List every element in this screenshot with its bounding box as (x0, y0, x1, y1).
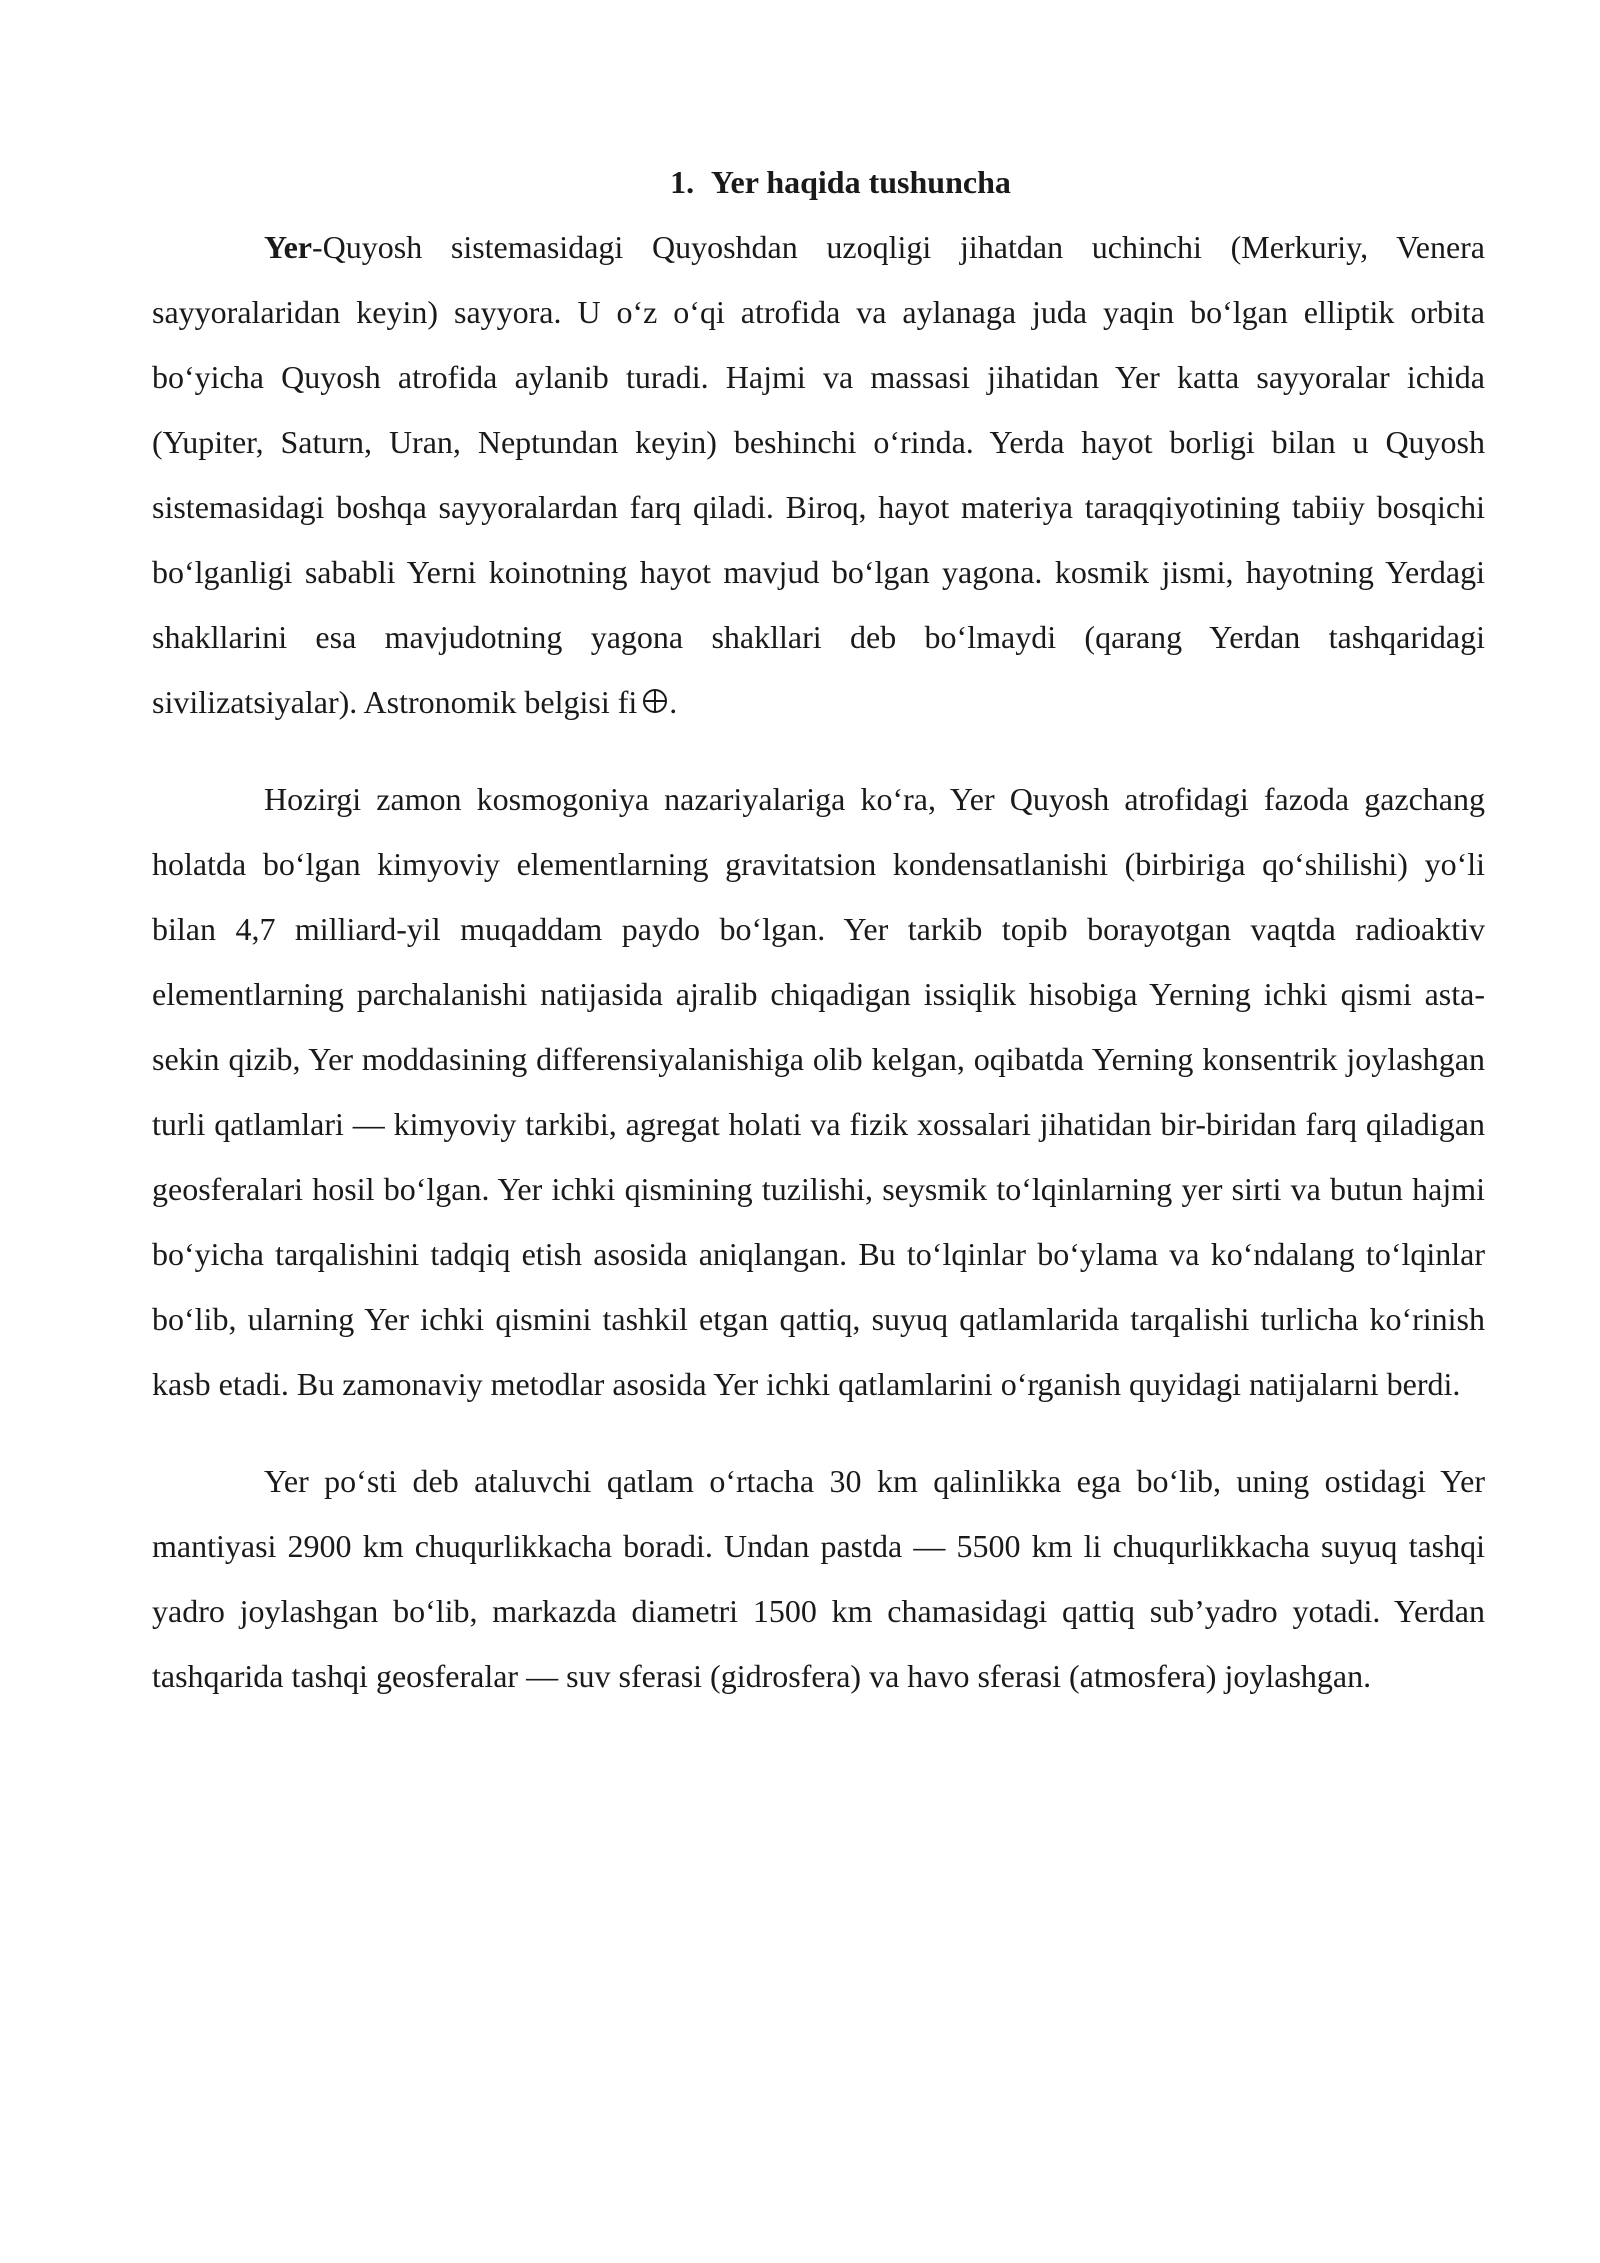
paragraph-definition (152, 215, 1485, 735)
paragraph-definition-end: . (669, 684, 678, 720)
paragraph-origin: Hozirgi zamon kosmogoniya nazariyalariga koʻra, Yer Quyosh atrofidagi fazoda gazchang holatda boʻlgan kimyoviy elementlarning gravitatsion kondensatlanishi (birbiriga qoʻshilishi) yoʻli bilan 4,7 milliard-yil muqaddam paydo boʻlgan. Yer tarkib topib borayotgan vaqtda radioaktiv elementlarning parchalanishi natijasida ajralib chiqadigan issiqlik hisobiga Yerning ichki qismi asta-sekin qizib, Yer moddasining differensiyalanishiga olib kelgan, oqibatda Yerning konsentrik joylashgan turli qatlamlari — kimyoviy tarkibi, agregat holati va fizik xossalari jihatidan bir-biridan farq qiladigan geosferalari hosil boʻlgan. Yer ichki qismining tuzilishi, seysmik toʻlqinlarning yer sirti va butun hajmi boʻyicha tarqalishini tadqiq etish asosida aniqlangan. Bu toʻlqinlar boʻylama va koʻndalang toʻlqinlar boʻlib, ularning Yer ichki qismini tashkil etgan qattiq, suyuq qatlamlarida tarqalishi turlicha koʻrinish kasb etadi. Bu zamonaviy metodlar asosida Yer ichki qatlamlarini oʻrganish quyidagi natijalarni berdi. (152, 781, 1485, 1402)
section-number: 1. (670, 164, 695, 200)
term-yer: Yer (264, 229, 312, 265)
earth-symbol-icon (641, 687, 669, 715)
paragraph-structure: Yer poʻsti deb ataluvchi qatlam oʻrtacha 30 km qalinlikka ega boʻlib, uning ostidagi Yer mantiyasi 2900 km chuqurlikkacha boradi. Undan pastda — 5500 km li chuqurlikkacha suyuq tashqi yadro joylashgan boʻlib, markazda diametri 1500 km chamasidagi qattiq sub’yadro yotadi. Yerdan tashqarida tashqi geosferalar — suv sferasi (gidrosfera) va havo sferasi (atmosfera) joylashgan. (152, 1463, 1485, 1694)
section-heading (152, 150, 1485, 215)
section-title: Yer haqida tushuncha (710, 164, 1011, 200)
paragraph-definition-text: -Quyosh sistemasidagi Quyoshdan uzoqligi jihatdan uchinchi (Merkuriy, Venera sayyoralaridan keyin) sayyora. U oʻz oʻqi atrofida va aylanaga juda yaqin boʻlgan elliptik orbita boʻyicha Quyosh atrofida aylanib turadi. Hajmi va massasi jihatidan Yer katta sayyoralar ichida (Yupiter, Saturn, Uran, Neptundan keyin) beshinchi oʻrinda. Yerda hayot borligi bilan u Quyosh sistemasidagi boshqa sayyoralardan farq qiladi. Biroq, hayot materiya taraqqiyotining tabiiy bosqichi boʻlganligi sababli Yerni koinotning hayot mavjud boʻlgan yagona. kosmik jismi, hayotning Yerdagi shakllarini esa mavjudotning yagona shakllari deb boʻlmaydi (qarang Yerdan tashqaridagi sivilizatsiyalar). Astronomik belgisi fi (152, 229, 1485, 720)
document-page (152, 150, 1485, 1709)
